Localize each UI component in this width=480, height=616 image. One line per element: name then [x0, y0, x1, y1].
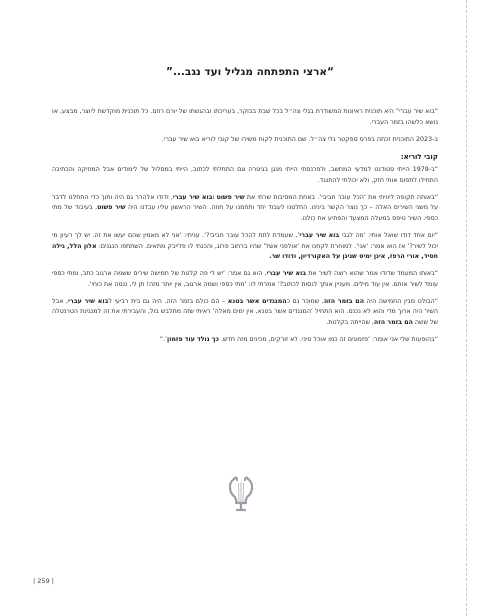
song-title: בוא שיר עברי [299, 231, 340, 239]
paragraph-cassette [52, 269, 438, 290]
song-title: הם בזמר הזה [323, 297, 365, 305]
page-edge-rule [466, 0, 467, 616]
text-span: , הוא גם אמר: ‘יש לי פה קלטת של חמישה שירים ששמה ארגוב כתב, ומתי כספי עומד לשיר אותם. אין עוד מילים. מעניין אותך לנסות לכתוב?’ אמרתי לו: ‘מתי כספי ושמה ארגוב, אין יותר מזה! תן לי, ננסה את כוחי’. [52, 270, 438, 288]
intro-paragraph-2: ב-2023 התוכנית זכתה בפרס ספקטר גלי צה״ל. שם התוכנית לקוח משירו של קובי לוריא בוא שיר עברי. [161, 135, 438, 143]
text-span: “באותה תקופה ליוויתי את ‘הכל עובר חביבי’. באחת המסיבות שרתי את [244, 193, 439, 201]
text-span: ו [212, 193, 217, 201]
page-number: | 259 | [33, 577, 54, 585]
song-title: בוא שיר עברי [266, 270, 307, 278]
text-span: , אבל השיר היה ארוך מדי והוא לא נכנס. הוא התחיל ‘המנגדים אשר בטנא, אין ימים מאלה’ ראיתי שזה מתלבש בול, והעבירתי את זה למנגינת הטרנטלה של ששה [52, 297, 438, 326]
text-span: ’.” [159, 335, 168, 343]
text-span: “יום אחד דודו שואל אותי: ‘מה לגבי [339, 231, 438, 239]
musicians-list: אלון הלל, גילה חסיד, אורי הרפז, איגן ימיס שניגן על האקורדיון, ודודו שר. [52, 242, 438, 261]
highlight-phrase: כך נולד עוד פזמון [167, 335, 219, 343]
song-title: בוא שיר עברי [68, 297, 109, 305]
text-span: , ודודו אלהרר גם היה ותוך כדי התחלנו לדבר על משני השירים האלה – כך נוצר הקשר בינינו. החלטנו לעבוד יחד ותחמנו על חוזה. השיר הראשון עליו עבדנו היה [52, 193, 439, 212]
intro-paragraph-1: “בוא שיר עברי” היא תוכנית ראיונות המשודרת בגלי צה״ל בכל שבת בבוקר, בעריכתו ובהגשתו של יורם רוזם. כל תוכנית מוקדשת ליוצר, מבצע, או נושא כלשהו בזמר העברי. [52, 108, 438, 126]
text-span: – הם כולם בזמר הזה. היה גם בית רביעי ל [108, 297, 228, 305]
paragraph-studies: “ב-1979 הייתי סטודנט למדעי המחשב, ולפרנסתי הייתי מנגן בגיטרה וגם התחלתי לכתוב, הייתי במסלול של לימודים אבל המוזיקה והכתיבה התחילו לתפוס אותי חזק, ולא יכולתי להתנגד. [52, 166, 438, 184]
song-title: שיר פשוט [216, 193, 245, 201]
song-title: שיר פשוט [97, 204, 126, 212]
text-span: ’, שעמדת לתת להכל עובר חביבי?’. עניתי: ‘אני לא מאמין שהם יעשו את זה. יש לך רעיון מי יכול לשיר?’ אז הוא אמר: ‘אני’. למוחרת לקחנו את ‘אולפני אשל’ שהיו ברחוב פרוג, והכנתי לו פלייבק מתאים. השתתפו הנגנים: [52, 231, 438, 250]
paragraph-fourth-verse [52, 297, 438, 329]
text-span: , בעיבוד של מתי כספי. השיר טיפס במעלה המצעד והפתיע את כולנו. [52, 204, 438, 222]
paragraph-closing [52, 335, 438, 346]
song-title: הם בזמר הזה [373, 318, 413, 326]
song-title: בוא שיר עברי [172, 193, 213, 201]
text-span: “בהופעות שלי אני אומר: ‘פזמונים זה כמו אוכל סיני. לא זורקים, מכינים מזה חדש. [218, 335, 438, 343]
section-heading: קובי לוריא: [400, 152, 438, 161]
paragraph-recording [52, 231, 438, 263]
song-title: המנגדים אשר בטנא [227, 297, 287, 305]
lyre-icon [225, 474, 257, 514]
chapter-title: “ארצי התפתחה מגליל ועד נגב...” [166, 66, 334, 78]
text-span: “באותו המעמד שדודו אמר שהוא רוצה לשיר את [306, 270, 438, 278]
article-body [52, 107, 438, 352]
text-span: , שמוכר גם כ [286, 297, 324, 305]
text-span: , שהייתה בקלטת. [326, 318, 374, 326]
text-span: “הבולט מבין החמישה היה [364, 297, 439, 305]
paragraph-simple-song [52, 193, 438, 225]
